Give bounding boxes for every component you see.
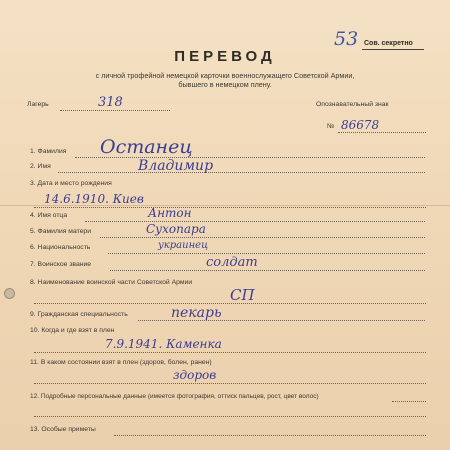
field-capture-value: 7.9.1941. Каменка	[105, 337, 222, 351]
field-father-label: 4. Имя отца	[30, 212, 68, 219]
field-rank-label: 7. Воинское звание	[30, 261, 92, 268]
field-surname-label: 1. Фамилия	[30, 148, 67, 155]
field-mother-value: Сухопара	[146, 222, 206, 236]
field-birth-line	[34, 207, 426, 208]
field-nationality-label: 6. Национальность	[30, 244, 91, 251]
tag-prefix: №	[327, 123, 335, 130]
field-name-line	[58, 172, 425, 173]
field-features-line	[114, 435, 426, 436]
field-profession-value: пекарь	[171, 305, 222, 321]
tag-value: 86678	[341, 118, 380, 132]
classification-stamp: Сов. секретно	[364, 40, 413, 47]
field-features-label: 13. Особые приметы	[30, 426, 96, 433]
field-rank-value: солдат	[206, 255, 258, 270]
field-father-line	[85, 221, 425, 222]
field-birth-value: 14.6.1910. Киев	[44, 192, 144, 206]
field-personal-data-line-a	[392, 401, 426, 402]
camp-line	[60, 110, 170, 111]
field-father-value: Антон	[148, 206, 192, 220]
field-birth-label: 3. Дата и место рождения	[30, 180, 112, 187]
field-rank-line	[110, 270, 425, 271]
field-nationality-line	[108, 253, 425, 254]
field-capture-label: 10. Когда и где взят в плен	[30, 327, 115, 334]
field-condition-value: здоров	[173, 368, 217, 382]
field-personal-data-line-b	[34, 416, 426, 417]
field-unit-label: 8. Наименование воинской части Советской Армии	[30, 279, 193, 286]
field-profession-label: 9. Гражданская специальность	[30, 311, 128, 318]
field-nationality-value: украинец	[158, 240, 209, 251]
field-mother-line	[100, 237, 425, 238]
camp-label: Лагерь	[27, 101, 49, 108]
camp-value: 318	[98, 95, 123, 110]
document-title: ПЕРЕВОД	[174, 48, 276, 65]
field-name-label: 2. Имя	[30, 163, 51, 170]
document-subtitle: с личной трофейной немецкой карточки военнослужащего Советской Армии, бывшего в немецком плену.	[95, 71, 355, 89]
field-condition-line	[34, 383, 426, 384]
field-capture-line	[34, 352, 426, 353]
field-mother-label: 5. Фамилия матери	[30, 228, 92, 235]
field-condition-label: 11. В каком состоянии взят в плен (здоров, болен, ранен)	[30, 359, 212, 366]
field-personal-data-label: 12. Подробные персональные данные (имеется фотография, оттиск пальцев, рост, цвет волос)	[30, 393, 319, 400]
page-number: 53	[334, 28, 359, 50]
field-surname-value: Останец	[100, 136, 193, 158]
field-unit-value: СП	[230, 286, 255, 304]
tag-line	[338, 132, 426, 133]
tag-label: Опознавательный знак	[316, 101, 389, 108]
punch-hole	[4, 288, 15, 299]
field-name-value: Владимир	[138, 158, 214, 174]
